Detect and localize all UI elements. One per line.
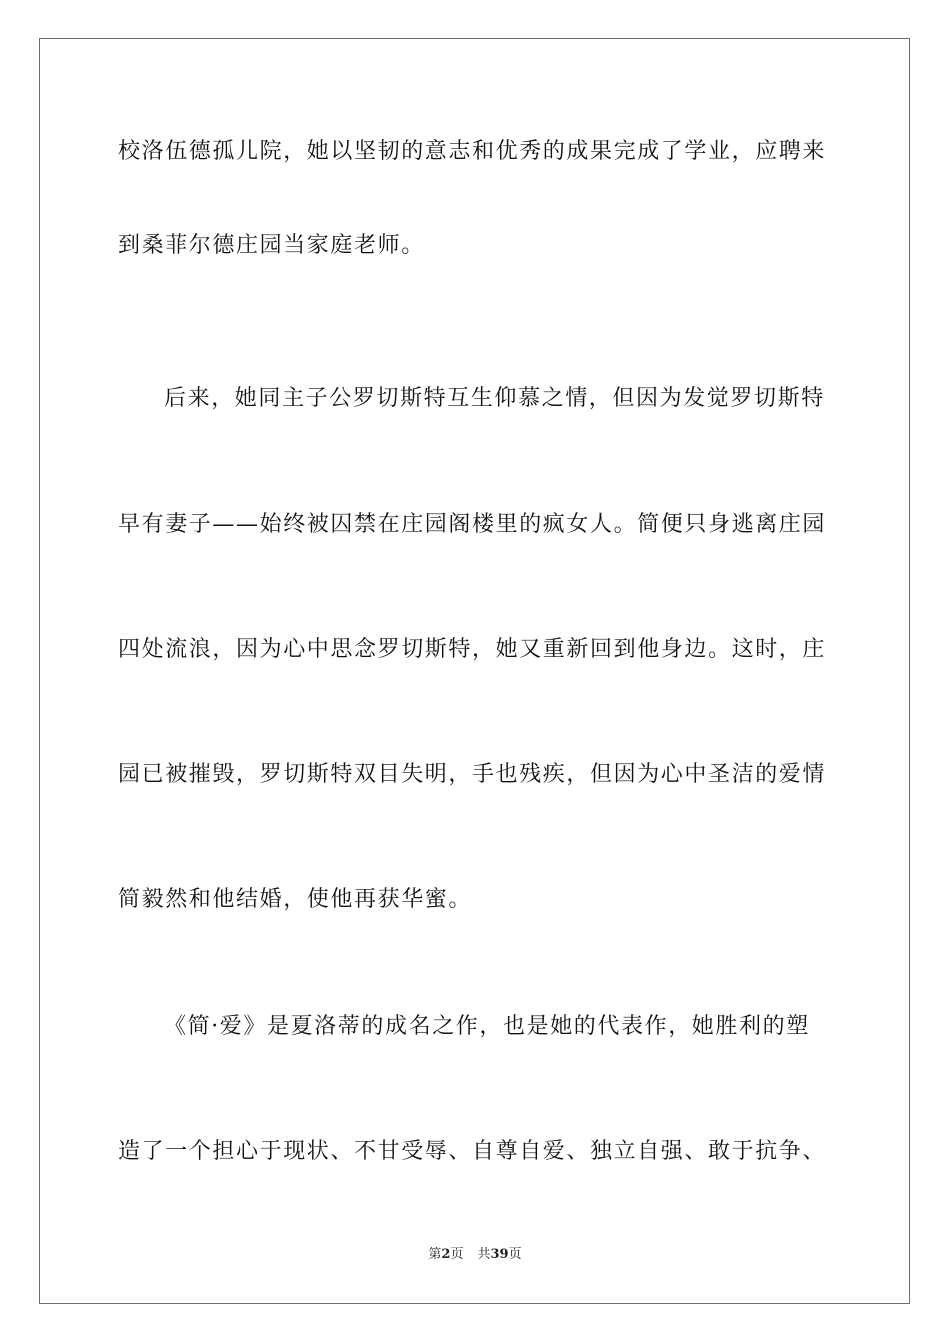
footer-page-prefix: 第 (428, 1247, 442, 1262)
footer-page-number: 2 (441, 1247, 451, 1262)
text-line-1: 校洛伍德孤儿院，她以坚韧的意志和优秀的成果完成了学业，应聘来 (118, 139, 827, 164)
text-line-5: 四处流浪，因为心中思念罗切斯特，她又重新回到他身边。这时，庄 (118, 637, 827, 662)
page-footer (0, 1246, 950, 1264)
page-border (39, 38, 910, 1304)
text-line-7: 简毅然和他结婚，使他再获华蜜。 (118, 887, 473, 912)
text-line-8: 《简·爱》是夏洛蒂的成名之作，也是她的代表作，她胜利的塑 (164, 1014, 810, 1039)
footer-total-prefix: 共 (477, 1247, 491, 1262)
footer-total-suffix: 页 (508, 1247, 522, 1262)
text-line-6: 园已被摧毁，罗切斯特双目失明，手也残疾，但因为心中圣洁的爱情 (118, 762, 827, 787)
text-line-4: 早有妻子——始终被囚禁在庄园阁楼里的疯女人。简便只身逃离庄园 (118, 512, 827, 537)
text-line-2: 到桑菲尔德庄园当家庭老师。 (118, 233, 425, 258)
text-line-3: 后来，她同主子公罗切斯特互生仰慕之情，但因为发觉罗切斯特 (164, 386, 825, 411)
text-line-9: 造了一个担心于现状、不甘受辱、自尊自爱、独立自强、敢于抗争、 (118, 1139, 827, 1164)
footer-total-pages: 39 (490, 1247, 509, 1262)
footer-page-suffix: 页 (450, 1247, 464, 1262)
